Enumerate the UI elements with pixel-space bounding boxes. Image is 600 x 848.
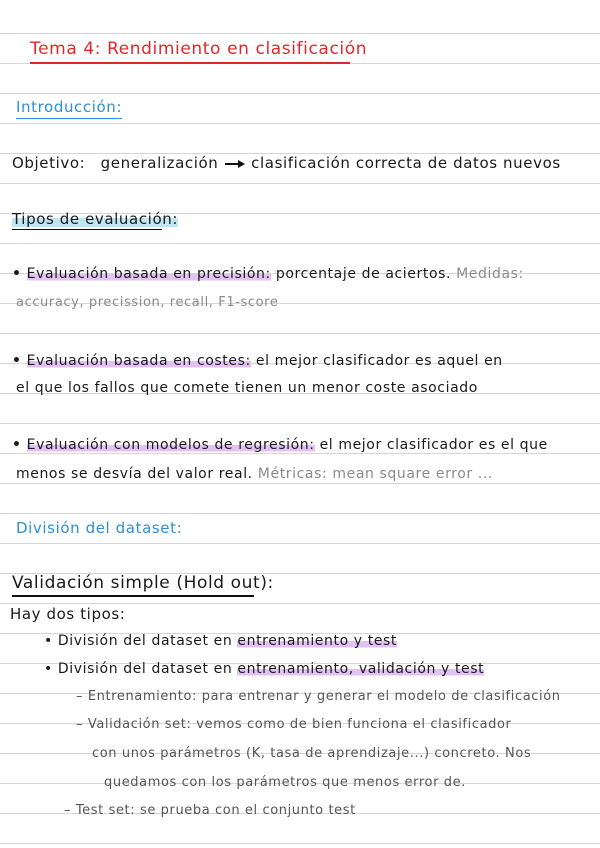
- holdout-sub-test: – Test set: se prueba con el conjunto test: [64, 803, 356, 818]
- right-arrow-icon: [224, 159, 246, 169]
- eval-regresion-line2-text: menos se desvía del valor real.: [16, 466, 253, 482]
- holdout-item1: [44, 632, 397, 650]
- tipos-heading: Tipos de evaluación:: [12, 210, 178, 228]
- page-title: Tema 4: Rendimiento en clasificación: [30, 39, 368, 59]
- eval-precision-line1: [12, 265, 524, 283]
- eval-regresion-line2: [16, 465, 493, 483]
- eval-costes-title: Evaluación basada en costes:: [26, 353, 251, 369]
- holdout-item1-prefix: • División del dataset en: [44, 633, 238, 649]
- eval-precision-title: Evaluación basada en precisión:: [26, 266, 271, 282]
- objetivo-left: generalización: [100, 154, 219, 172]
- holdout-item2-highlight: entrenamiento, validación y test: [237, 661, 485, 677]
- holdout-sub-validacion-2: con unos parámetros (K, tasa de aprendizaje...) concreto. Nos: [92, 746, 532, 761]
- objetivo-line: [12, 154, 561, 172]
- eval-precision-line2: accuracy, precission, recall, F1-score: [16, 295, 279, 310]
- objetivo-right: clasificación correcta de datos nuevos: [251, 154, 561, 172]
- title-underline: [30, 62, 350, 64]
- holdout-item1-highlight: entrenamiento y test: [237, 633, 398, 649]
- holdout-heading: Validación simple (Hold out):: [12, 573, 274, 593]
- eval-regresion-line1: [12, 436, 548, 454]
- eval-regresion-text: el mejor clasificador es el que: [314, 437, 548, 453]
- intro-heading: Introducción:: [16, 98, 123, 116]
- eval-costes-line2: el que los fallos que comete tienen un menor coste asociado: [16, 380, 478, 396]
- eval-costes-text: el mejor clasificador es aquel en: [250, 353, 503, 369]
- eval-regresion-title: Evaluación con modelos de regresión:: [26, 437, 315, 453]
- holdout-item2-prefix: • División del dataset en: [44, 661, 238, 677]
- bullet: •: [12, 437, 22, 453]
- eval-regresion-grey: Métricas: mean square error ...: [252, 466, 493, 482]
- holdout-sub-validacion-1: – Validación set: vemos como de bien funciona el clasificador: [76, 717, 512, 732]
- eval-precision-grey: Medidas:: [451, 266, 524, 282]
- tipos-underline: [12, 229, 162, 230]
- holdout-intro: Hay dos tipos:: [10, 605, 126, 623]
- eval-costes-line1: [12, 352, 503, 370]
- holdout-sub-entrenamiento: – Entrenamiento: para entrenar y generar el modelo de clasificación: [76, 689, 561, 704]
- holdout-sub-validacion-3: quedamos con los parámetros que menos error de.: [104, 775, 466, 790]
- eval-precision-text: porcentaje de aciertos.: [270, 266, 452, 282]
- division-heading: División del dataset:: [16, 519, 183, 537]
- holdout-underline: [12, 595, 254, 597]
- intro-underline: [16, 118, 122, 119]
- tipos-heading-line: [12, 210, 178, 228]
- bullet: •: [12, 266, 22, 282]
- holdout-item2: [44, 660, 484, 678]
- objetivo-label: Objetivo:: [12, 154, 86, 172]
- bullet: •: [12, 353, 22, 369]
